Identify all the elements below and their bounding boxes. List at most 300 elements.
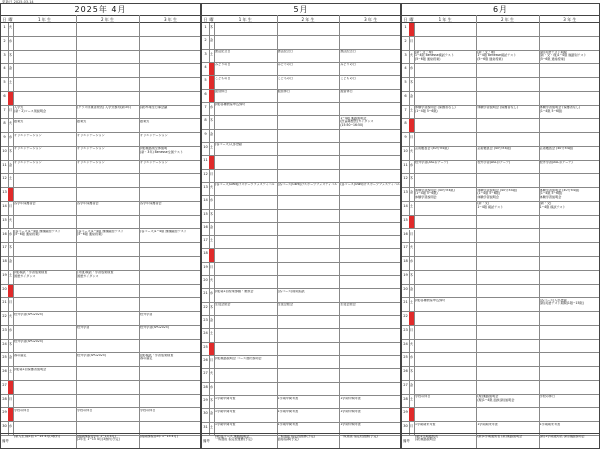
- day-row: [1, 161, 200, 175]
- day-row: [402, 395, 599, 409]
- day-number: 14: [1, 202, 9, 215]
- weekday-label: 土: [209, 236, 215, 248]
- day-row: [202, 90, 400, 103]
- day-number: 3: [1, 51, 9, 64]
- remarks-g3: (新)1学期通知表 (新)進路説明会: [539, 435, 585, 438]
- event-g1: 1学期期末考査: [415, 422, 436, 426]
- day-row: [1, 340, 200, 354]
- event-g3: 1学期中間考査: [340, 423, 361, 427]
- month-block: [401, 3, 600, 449]
- column-header: [1, 15, 200, 23]
- event-g2: (共通)模試・学習成果検査 国語ガイダンス: [77, 271, 114, 278]
- event-g3: (理)模試・学習成果検査 春の遠足: [140, 353, 174, 361]
- event-g3: 学校の休日: [140, 408, 156, 412]
- weekday-label: 月: [409, 230, 415, 243]
- remarks-label: 備考: [203, 439, 210, 443]
- weekday-label: 木: [209, 210, 215, 222]
- day-number: 27: [402, 381, 410, 394]
- day-row: [1, 92, 200, 106]
- day-number: 20: [402, 285, 410, 298]
- day-number: 6: [202, 90, 210, 102]
- day-number: 20: [1, 285, 9, 298]
- day-number: 28: [202, 383, 210, 395]
- header-g1: 1 年 生: [438, 17, 452, 22]
- event-g1: 憲法記念日: [215, 50, 231, 54]
- event-g3: (各コース)入部登録 (新)英語テスト期間(1限~15限): [539, 298, 584, 306]
- event-g2: 1学期中間考査: [277, 409, 299, 413]
- event-g1: (理)第1回保護者説明会: [14, 367, 47, 371]
- weekday-label: 水: [409, 161, 415, 174]
- weekday-label: 水: [8, 422, 14, 435]
- day-row: [1, 326, 200, 340]
- event-g2: (新・文) 1~4限 模試テスト: [477, 202, 504, 209]
- day-number: 1: [202, 23, 210, 35]
- day-number: 19: [1, 271, 9, 284]
- event-g1: 学校の休日: [415, 395, 431, 399]
- day-number: 19: [402, 271, 410, 284]
- event-g3: 1学期中間考査: [340, 396, 361, 400]
- event-g1: (新・文・理) 1~4限 Benesse模試テスト (5~6限 通常授業): [415, 51, 454, 61]
- grade-divider: [277, 15, 278, 448]
- day-number: 14: [402, 202, 410, 215]
- day-row: [202, 36, 400, 49]
- event-g2: オリエンテーション: [77, 161, 105, 165]
- day-number: 10: [402, 147, 410, 160]
- weekday-label: 火: [8, 312, 14, 325]
- day-number: 17: [402, 243, 410, 256]
- day-number: 9: [202, 130, 210, 142]
- header-g1: 1 年 生: [238, 17, 252, 22]
- header-day: 日: [2, 17, 7, 22]
- day-number: 10: [1, 147, 9, 160]
- event-g2: 生徒会総会: [277, 303, 294, 307]
- weekday-label: 火: [209, 183, 215, 195]
- day-number: 16: [402, 230, 410, 243]
- day-number: 26: [402, 367, 410, 380]
- header-g2: 2 年 生: [500, 17, 515, 22]
- day-row: [402, 202, 599, 216]
- day-number: 5: [402, 78, 410, 91]
- remarks-g3: 一般選抜 指定校推薦(予定): [340, 435, 378, 438]
- day-row: [402, 37, 599, 51]
- day-row: [402, 92, 599, 106]
- event-g3: 1~4限 進路説明会 (医歯薬獣医)ガイダンス (15:50~16:50): [340, 116, 374, 127]
- day-row: [1, 133, 200, 147]
- day-number: 28: [402, 395, 410, 408]
- event-g2: 学校の休日: [77, 408, 93, 412]
- weekday-label: 水: [409, 353, 415, 366]
- event-g1: (理)各種教室申込締切: [415, 298, 446, 302]
- day-number: 23: [202, 316, 210, 328]
- day-number: 31: [202, 423, 210, 435]
- day-number: 6: [1, 92, 9, 105]
- event-g2: 各学年保護者会: [77, 202, 99, 206]
- event-g2: (各コース)前期追試: [277, 289, 305, 293]
- weekday-label: 火: [409, 147, 415, 160]
- day-number: 13: [402, 188, 410, 201]
- weekday-label: 水: [209, 196, 215, 208]
- holiday-marker: 日: [209, 156, 215, 168]
- day-number: 23: [1, 326, 9, 339]
- header-g1: 1 年 生: [37, 17, 52, 22]
- weekday-label: 水: [209, 103, 215, 115]
- day-number: 25: [1, 353, 9, 366]
- day-row: [202, 76, 400, 89]
- weekday-label: 月: [409, 37, 415, 50]
- day-row: [1, 243, 200, 257]
- day-row: [402, 353, 599, 367]
- holiday-marker: 日: [209, 249, 215, 261]
- weekday-label: 土: [209, 50, 215, 62]
- weekday-label: 金: [8, 257, 14, 270]
- day-row: [202, 356, 400, 369]
- day-number: 4: [1, 64, 9, 77]
- day-number: 29: [402, 408, 410, 421]
- day-row: [402, 230, 599, 244]
- column-header: [402, 15, 599, 23]
- remarks-g1: (新)各コース 進路説明会 一般選抜 指定校推薦(予定): [215, 435, 253, 442]
- day-row: [1, 106, 200, 120]
- weekday-label: 水: [8, 133, 14, 146]
- day-number: 2: [202, 36, 210, 48]
- weekday-label: 月: [209, 170, 215, 182]
- event-g1: 学校の休日: [14, 408, 30, 412]
- weekday-label: 金: [209, 130, 215, 142]
- day-row: [202, 316, 400, 329]
- remarks-g2: (新)1学期通知表 (新)進路説明会: [477, 435, 523, 438]
- weekday-label: 木: [8, 51, 14, 64]
- event-g3: (新)卒業生行事会議: [140, 106, 168, 110]
- weekday-label: 金: [409, 285, 415, 298]
- weekday-label: 土: [209, 329, 215, 341]
- holiday-marker: 火: [8, 408, 14, 421]
- event-g1: 入学式 (新・2)コース別説明会: [14, 106, 47, 113]
- header-weekday: 曜: [409, 17, 414, 22]
- event-g3: みどりの日: [340, 63, 356, 67]
- event-g2: 校外学習(ASLおアーデ): [477, 161, 511, 165]
- grade-divider: [539, 15, 540, 448]
- grade-divider: [476, 15, 477, 448]
- event-g1: オリエンテーション: [14, 161, 42, 165]
- day-number: 15: [402, 216, 410, 229]
- day-number: 12: [1, 174, 9, 187]
- header-g3: 3 年 生: [364, 17, 378, 22]
- day-row: [202, 196, 400, 209]
- day-row: [402, 285, 599, 299]
- day-number: 13: [202, 183, 210, 195]
- day-row: [202, 303, 400, 316]
- day-number: 11: [402, 161, 410, 174]
- day-number: 8: [1, 119, 9, 132]
- day-number: 6: [402, 92, 410, 105]
- day-number: 30: [402, 422, 410, 435]
- weekday-label: 月: [8, 106, 14, 119]
- grade-divider: [76, 15, 77, 448]
- weekday-label: 木: [409, 367, 415, 380]
- day-row: [1, 78, 200, 92]
- weekday-label: 土: [409, 395, 415, 408]
- holiday-marker: 日: [409, 216, 415, 229]
- day-row: [1, 395, 200, 409]
- month-title: 2025年 4月: [74, 5, 127, 14]
- day-number: 15: [202, 210, 210, 222]
- event-g3: こどもの日: [340, 76, 356, 80]
- day-number: 23: [402, 326, 410, 339]
- day-number: 17: [1, 243, 9, 256]
- holiday-marker: 日: [209, 63, 215, 75]
- day-number: 20: [202, 276, 210, 288]
- day-row: [202, 263, 400, 276]
- day-row: [202, 143, 400, 156]
- event-g1: (理)各種教室申込締切: [215, 103, 246, 107]
- weekday-label: 水: [409, 257, 415, 270]
- day-row: [1, 147, 200, 161]
- day-row: [402, 23, 599, 37]
- day-row: [1, 64, 200, 78]
- event-g1: 体験学習説明会 (40分×4限) (1~4限 5~6限) 体験学習説明会: [415, 188, 455, 199]
- event-g2: 校外学習: [77, 326, 90, 330]
- weekday-label: 月: [8, 202, 14, 215]
- weekday-label: 金: [209, 223, 215, 235]
- remarks-g2: 一般選抜 指定校推薦(予定) 面接指導(予定): [277, 435, 316, 442]
- weekday-label: 火: [8, 216, 14, 229]
- day-row: [202, 130, 400, 143]
- event-g3: 憲法記念日: [340, 50, 356, 54]
- day-row: [402, 216, 599, 230]
- day-row: [402, 133, 599, 147]
- day-row: [202, 50, 400, 63]
- weekday-label: 土: [209, 143, 215, 155]
- day-number: 22: [402, 312, 410, 325]
- weekday-label: 木: [409, 78, 415, 91]
- day-row: [202, 63, 400, 76]
- day-number: 8: [202, 116, 210, 128]
- day-number: 2: [402, 37, 410, 50]
- event-g3: 各学年保護者会: [140, 202, 162, 206]
- holiday-marker: 日: [8, 92, 14, 105]
- day-row: [202, 383, 400, 396]
- day-number: 2: [1, 37, 9, 50]
- day-row: [1, 188, 200, 202]
- day-number: 1: [402, 23, 410, 36]
- day-number: 29: [1, 408, 9, 421]
- header-g2: 2 年 生: [301, 17, 315, 22]
- event-g1: (理)模試・学習成果検査 国語ガイダンス: [14, 271, 48, 278]
- event-g2: 校外学習(SPG2025): [77, 353, 106, 357]
- day-number: 21: [202, 289, 210, 301]
- event-g1: (各コース)入部登録: [215, 143, 243, 147]
- event-g1: (各コース)GW明けスポーツフェスティバル: [215, 183, 275, 187]
- remarks-g3: (後期課程)(3年 1~15 4月): [140, 435, 178, 438]
- weekday-label: 土: [8, 78, 14, 91]
- day-row: [202, 396, 400, 409]
- day-row: [402, 381, 599, 395]
- day-row: [402, 119, 599, 133]
- event-g2: (理)進路説明会 (理)1~4限 面談(新)説明会: [477, 395, 515, 402]
- day-number: 30: [1, 422, 9, 435]
- weekday-label: 月: [209, 356, 215, 368]
- day-number: 14: [202, 196, 210, 208]
- day-row: [1, 271, 200, 285]
- event-g2: (新・文・理) 1~4限 Benesse模試テスト (5~6限 通常授業): [477, 51, 517, 61]
- remarks-g2: (後期課程)(学年 1~15 4月) (2年生 1~15 4月(3教科)予定): [77, 435, 120, 442]
- day-number: 22: [202, 303, 210, 315]
- day-row: [402, 340, 599, 354]
- event-g3: 始業式: [140, 119, 150, 123]
- event-g3: (各コース)GW明けスポーツフェスティバル: [340, 183, 401, 187]
- day-row: [202, 210, 400, 223]
- day-number: 16: [202, 223, 210, 235]
- weekday-label: 木: [8, 340, 14, 353]
- day-row: [202, 116, 400, 129]
- day-row: [1, 51, 200, 65]
- day-number: 10: [202, 143, 210, 155]
- event-g3: 校外学習(SPG2025): [140, 326, 169, 330]
- day-row: [1, 37, 200, 51]
- day-number: 25: [202, 343, 210, 355]
- day-row: [402, 271, 599, 285]
- weekday-label: 金: [8, 161, 14, 174]
- header-g3: 3 年 生: [563, 17, 577, 22]
- month-block: [0, 3, 201, 449]
- day-row: [402, 147, 599, 161]
- event-g2: (各コース)1~4限 課題確認テスト (5~6限 通常授業): [77, 230, 124, 237]
- weekday-label: 金: [8, 353, 14, 366]
- day-number: 11: [202, 156, 210, 168]
- header-g2: 2 年 生: [100, 17, 115, 22]
- event-g2: オリエンテーション: [77, 147, 105, 151]
- event-g2: 1学期期末考査: [477, 422, 498, 426]
- holiday-marker: 日: [209, 343, 215, 355]
- event-g3: (理)進路別全体説明 (新・3年) Benesse全国テスト: [140, 147, 184, 154]
- weekday-label: 水: [8, 37, 14, 50]
- weekday-label: 水: [209, 289, 215, 301]
- day-number: 24: [1, 340, 9, 353]
- day-row: [202, 343, 400, 356]
- weekday-label: 水: [409, 64, 415, 77]
- holiday-marker: 日: [8, 381, 14, 394]
- weekday-label: 土: [409, 298, 415, 311]
- header-weekday: 曜: [8, 17, 13, 22]
- event-g1: オリエンテーション: [14, 133, 42, 137]
- event-g1: 1学期中間考査: [215, 409, 236, 413]
- holiday-marker: 日: [409, 119, 415, 132]
- day-number: 18: [402, 257, 410, 270]
- day-row: [402, 408, 599, 422]
- remarks-label: 備考: [403, 439, 410, 443]
- day-number: 7: [402, 106, 410, 119]
- day-row: [1, 23, 200, 37]
- event-g2: 体験学習説明会 (40分×4限) (1~4限 5~6限) 体験学習説明会: [477, 188, 518, 199]
- day-row: [402, 298, 599, 312]
- remarks-g1: (新入生)第1回 1~15 4月(3教科): [14, 435, 60, 438]
- day-row: [202, 236, 400, 249]
- holiday-marker: 日: [409, 23, 415, 36]
- weekday-label: 木: [8, 147, 14, 160]
- day-row: [402, 106, 599, 120]
- day-row: [402, 312, 599, 326]
- weekday-label: 金: [209, 409, 215, 421]
- day-row: [1, 312, 200, 326]
- day-row: [1, 353, 200, 367]
- holiday-marker: 日: [8, 285, 14, 298]
- event-g1: 1学期中間考査: [215, 423, 236, 427]
- day-number: 1: [1, 23, 9, 36]
- remarks-row: [402, 433, 599, 448]
- weekday-label: 水: [8, 326, 14, 339]
- day-number: 27: [202, 369, 210, 381]
- day-row: [1, 202, 200, 216]
- weekday-label: 火: [8, 119, 14, 132]
- day-row: [402, 243, 599, 257]
- day-row: [402, 78, 599, 92]
- day-row: [1, 285, 200, 299]
- day-number: 24: [402, 340, 410, 353]
- day-row: [402, 51, 599, 65]
- day-number: 18: [202, 249, 210, 261]
- event-g2: (クラス所属者発表) 入学式参列(新3年): [77, 106, 132, 110]
- day-row: [402, 174, 599, 188]
- weekday-label: 木: [409, 271, 415, 284]
- weekday-label: 木: [209, 116, 215, 128]
- day-number: 9: [402, 133, 410, 146]
- day-row: [1, 408, 200, 422]
- day-row: [202, 276, 400, 289]
- event-g1: こどもの日: [215, 76, 231, 80]
- grade-divider: [339, 15, 340, 448]
- event-g1: 芸術鑑賞会 (40分×4限): [415, 147, 449, 151]
- event-g2: 芸術鑑賞会 (40分×4限): [477, 147, 511, 151]
- weekday-label: 水: [209, 383, 215, 395]
- weekday-label: 金: [209, 36, 215, 48]
- day-row: [202, 223, 400, 236]
- day-row: [1, 381, 200, 395]
- day-number: 7: [202, 103, 210, 115]
- event-g1: オリエンテーション: [14, 147, 42, 151]
- day-row: [402, 326, 599, 340]
- weekday-label: 土: [209, 423, 215, 435]
- header-day: 日: [203, 17, 208, 22]
- event-g3: (新)英語テスト期間 (新・文・理)1~4限 進路別テスト (5~6限 通常授業): [539, 51, 587, 61]
- event-g1: 校外学習(ASLおアーデ): [415, 161, 448, 165]
- day-row: [402, 257, 599, 271]
- event-g3: 学校の休日: [539, 395, 556, 399]
- event-g3: オリエンテーション: [140, 161, 168, 165]
- event-g1: 始業式: [14, 119, 24, 123]
- event-g1: 体験学習説明会 (保護者なし) (1~4限 5~6限): [415, 106, 456, 113]
- day-row: [402, 161, 599, 175]
- event-g2: 1学期中間考査: [277, 396, 299, 400]
- weekday-label: 木: [8, 243, 14, 256]
- holiday-marker: 日: [8, 188, 14, 201]
- day-number: 27: [1, 381, 9, 394]
- weekday-label: 水: [8, 230, 14, 243]
- event-g1: 1学期中間考査: [215, 396, 236, 400]
- event-g3: (新・文) 1~4限 模試テスト: [539, 202, 566, 209]
- weekday-label: 金: [8, 64, 14, 77]
- event-g1: 春の遠足: [14, 353, 27, 357]
- day-row: [202, 249, 400, 262]
- day-number: 22: [1, 312, 9, 325]
- day-row: [1, 257, 200, 271]
- event-g3: 校外学習(ASLおアーデ): [539, 161, 573, 165]
- day-row: [202, 170, 400, 183]
- weekday-label: 金: [409, 92, 415, 105]
- day-number: 12: [202, 170, 210, 182]
- holiday-marker: 日: [409, 408, 415, 421]
- day-row: [1, 174, 200, 188]
- event-g2: オリエンテーション: [77, 133, 105, 137]
